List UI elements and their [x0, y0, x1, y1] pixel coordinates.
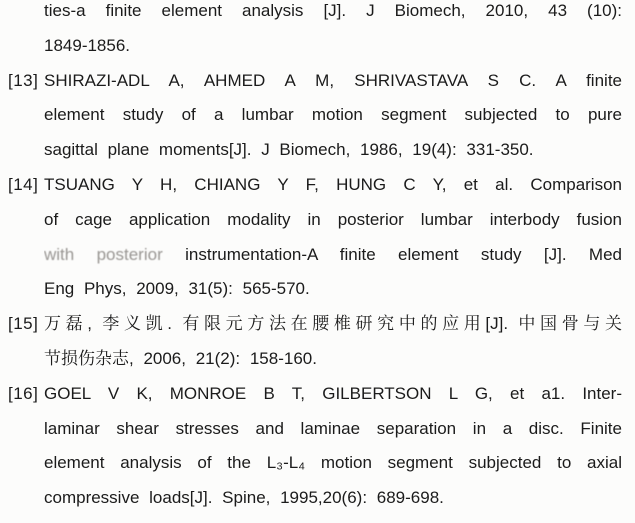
- reference-line: element analysis of the L₃-L₄ motion segment subjected to axial: [44, 453, 622, 473]
- reference-line: 节损伤杂志, 2006, 21(2): 158-160.: [44, 348, 317, 368]
- reference-entry-16: [8, 377, 622, 516]
- reference-line: sagittal plane moments[J]. J Biomech, 1986, 19(4): 331-350.: [44, 140, 534, 160]
- reference-number: [15]: [8, 314, 39, 334]
- reference-line: 1849-1856.: [44, 35, 131, 55]
- reference-entry-12-continuation: [8, 0, 622, 64]
- reference-list: [8, 0, 622, 516]
- reference-line: TSUANG Y H, CHIANG Y F, HUNG C Y, et al. Comparison: [44, 174, 622, 194]
- reference-number: [16]: [8, 383, 39, 403]
- reference-line: of cage application modality in posterior lumbar interbody fusion: [44, 209, 622, 229]
- reference-line: GOEL V K, MONROE B T, GILBERTSON L G, et a1. Inter-: [44, 383, 622, 403]
- reference-line: SHIRAZI-ADL A, AHMED A M, SHRIVASTAVA S C. A finite: [44, 70, 622, 90]
- reference-line: ties-a finite element analysis [J]. J Biomech, 2010, 43 (10):: [44, 1, 622, 20]
- reference-entry-13: [8, 64, 622, 168]
- reference-entry-14: [8, 168, 622, 307]
- reference-line-text: instrumentation-A finite element study [J]. Med: [185, 244, 622, 264]
- reference-line: laminar shear stresses and laminae separation in a disc. Finite: [44, 418, 622, 438]
- reference-line: 万磊, 李义凯. 有限元方法在腰椎研究中的应用[J]. 中国骨与关: [44, 314, 622, 334]
- reference-number: [14]: [8, 174, 39, 194]
- faded-scan-text: with posterior: [44, 244, 163, 264]
- reference-entry-15: [8, 307, 622, 377]
- reference-line: element study of a lumbar motion segment subjected to pure: [44, 105, 622, 125]
- reference-line: compressive loads[J]. Spine, 1995,20(6): 689-698.: [44, 488, 444, 508]
- reference-line: Eng Phys, 2009, 31(5): 565-570.: [44, 279, 310, 299]
- reference-number: [13]: [8, 70, 39, 90]
- reference-line: [44, 238, 622, 273]
